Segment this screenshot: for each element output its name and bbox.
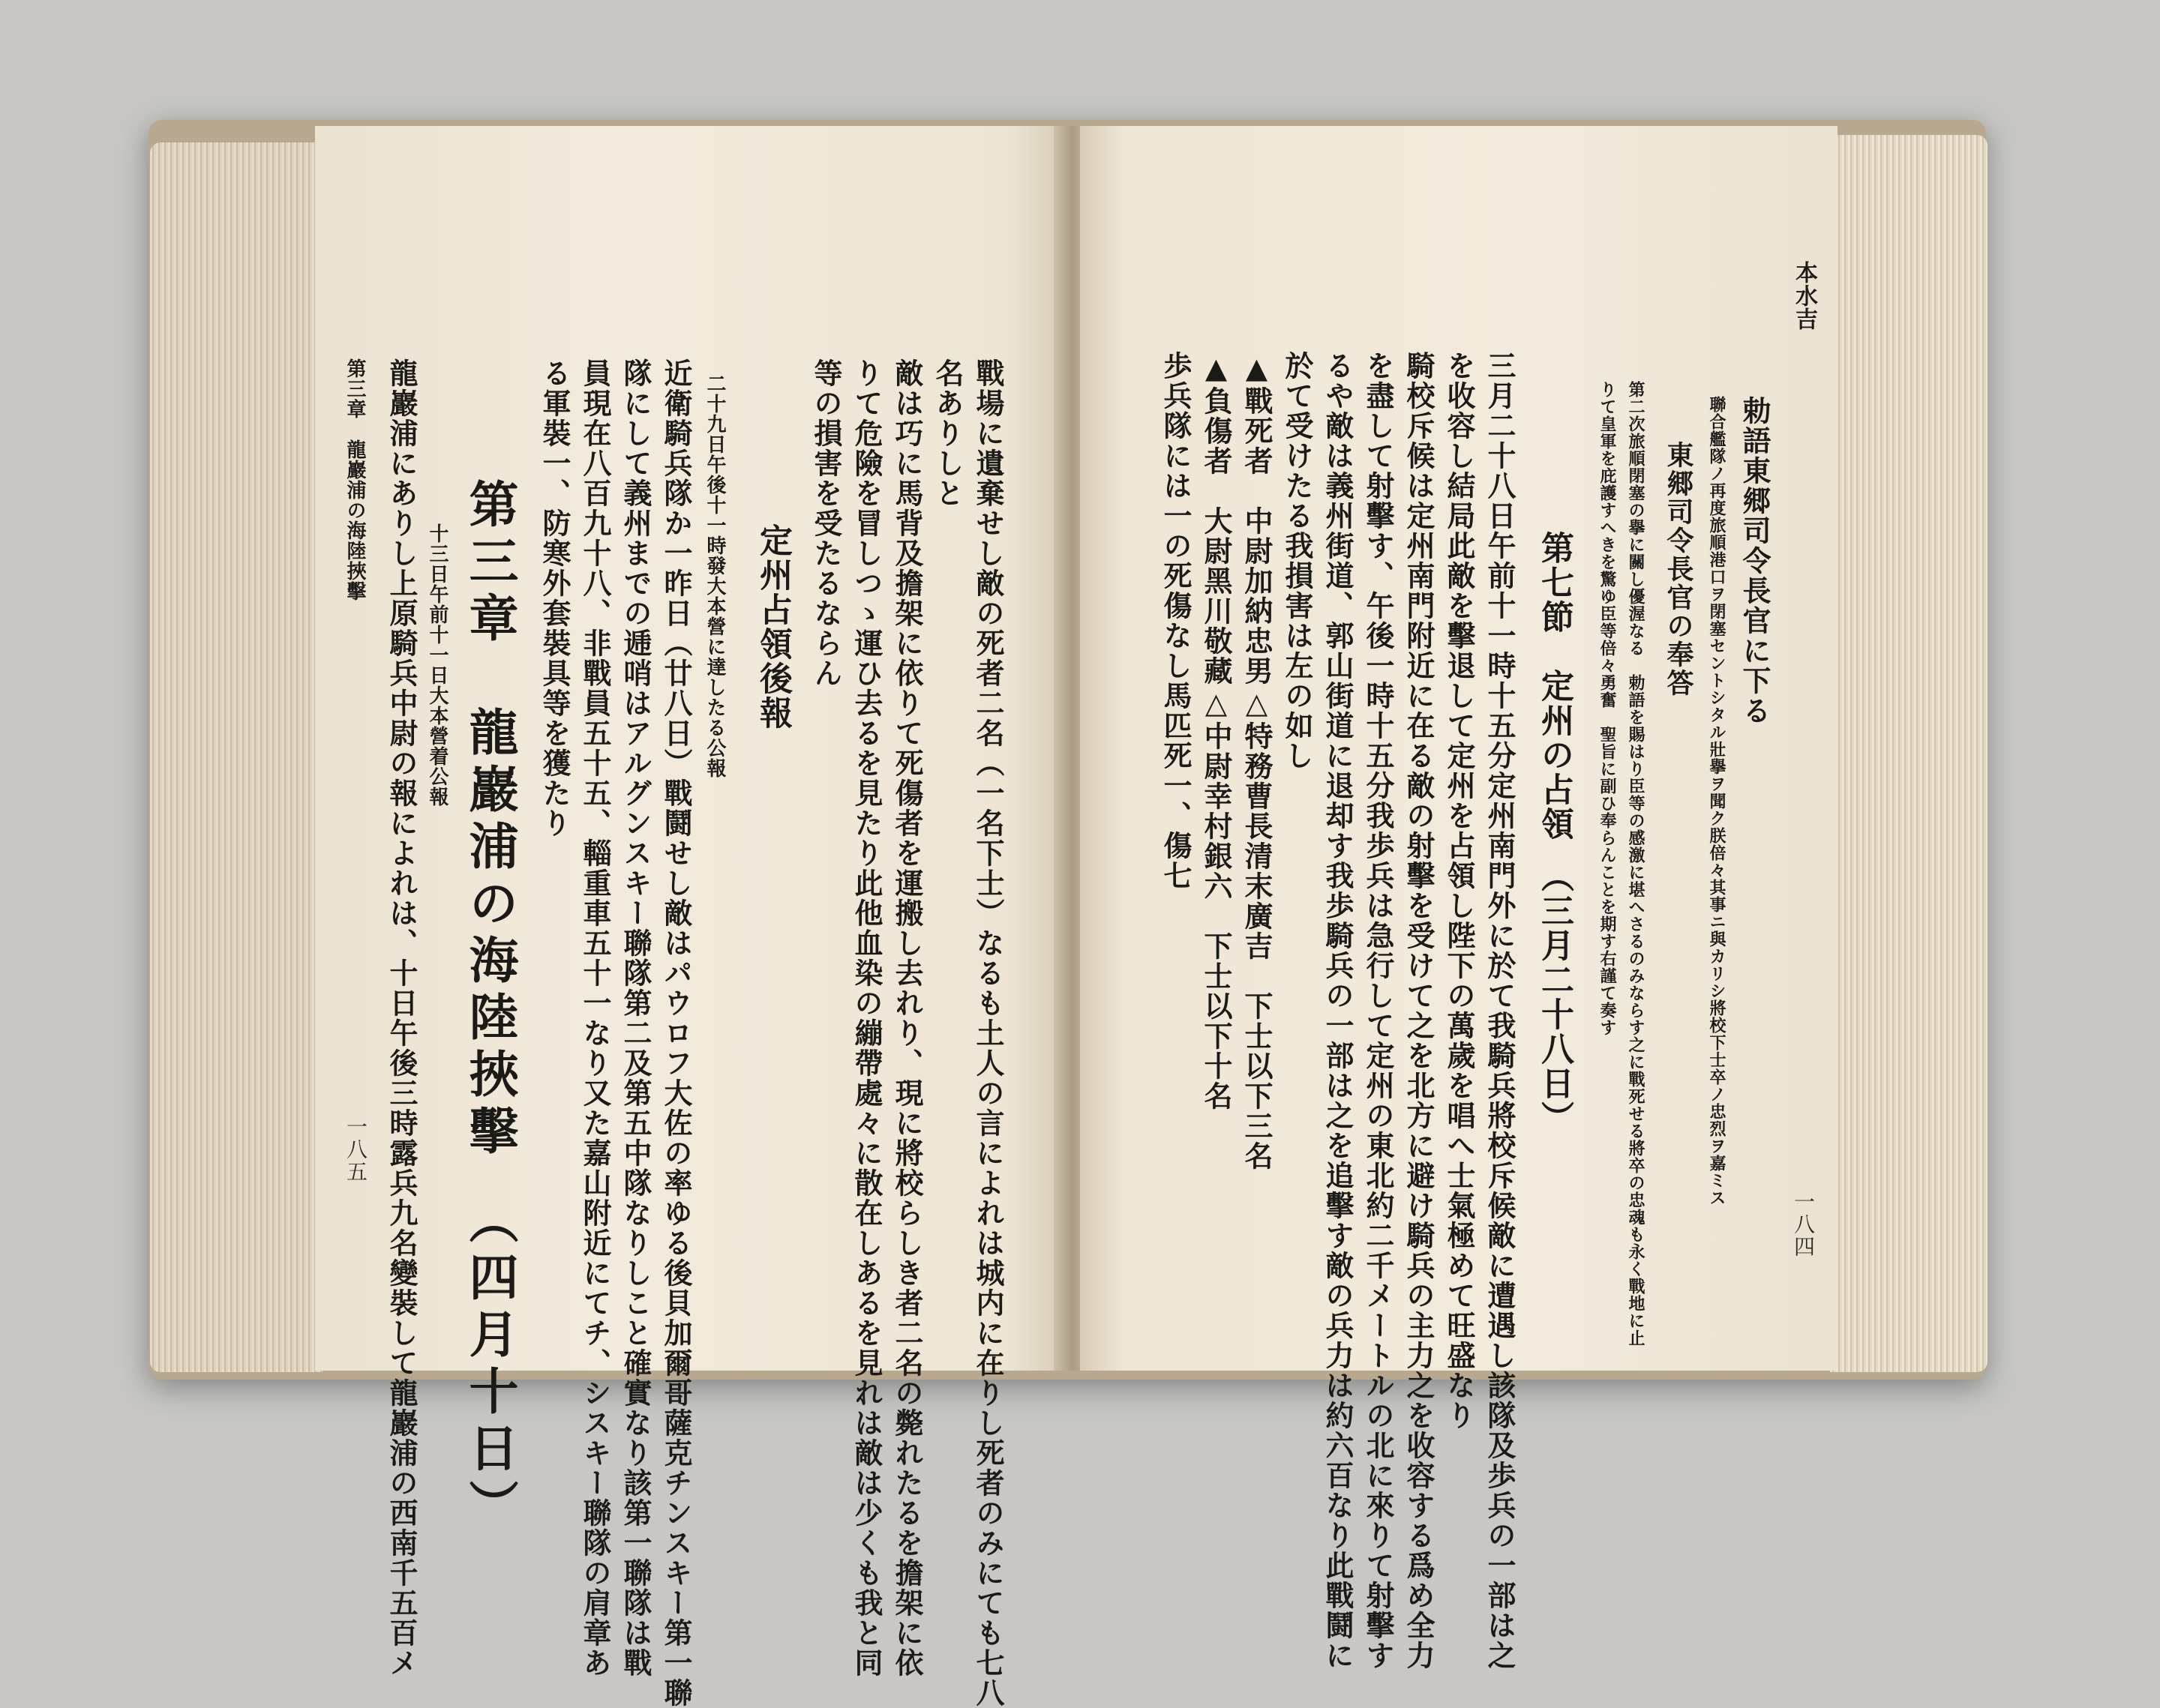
right-page [1080,126,1838,1671]
section-heading: 東郷司令長官の奉答 [1663,441,1694,697]
text-line: 名ありしと [931,358,964,508]
casualty-line: ▲戰死者 中尉加納忠男△特務曹長清末廣吉 下士以下三名 [1240,351,1274,1171]
text-line: 隊にして義州までの逓哨はアルグンスキー聯隊第二及第五中隊なりしこと確實なり該第一聯隊は戰 [619,358,652,1678]
section-title: 第七節 定州の占領 （三月二十八日） [1535,531,1574,1135]
page-edges-left [150,142,322,1372]
casualty-line: ▲負傷者 大尉黑川敬藏△中尉幸村銀六 下士以下十名 [1199,351,1233,1111]
text-line: 戰場に遺棄せし敵の死者二名（一名下士）なるも土人の言によれは城内に在りし死者のみにても七八 [971,358,1005,1708]
dispatch-note: 二十九日午後十一時發大本營に達したる公報 [704,373,726,778]
text-line: 員現在八百九十八、非戰員五十五、輜重車五十一なり又た嘉山附近にてチ、シスキー聯隊の肩章あ [578,358,612,1678]
text-line: を收容し結局此敵を擊退して定州を占領し陛下の萬歲を唱へ士氣極めて旺盛なり [1442,351,1476,1431]
section-heading: 勅語東郷司令長官に下る [1738,396,1772,726]
section-heading: 定州占領後報 [754,523,792,730]
text-line: る軍裝一、防寒外套裝具等を獲たり [538,358,572,838]
text-line: 敵は巧に馬背及擔架に依りて死傷者を運搬し去れり、現に將校らしき者二名の斃れたるを擔架に依 [890,358,924,1678]
text-line: 於て受けたる我損害は左の如し [1280,351,1314,771]
reply-text: りて皇軍を庇護すへきを驚ゆ臣等倍々勇奮 聖旨に副ひ奉らんことを期す右謹て奏す [1598,381,1617,1036]
text-line: を盡して射擊す、午後一時十五分我歩兵は急行して定州の東北約二千メートルの北に來りて射擊す [1361,351,1395,1671]
text-line: 歩兵隊には一の死傷なし馬匹死一、傷七 [1159,351,1192,891]
text-line: 騎校斥候は定州南門附近に在る敵の射擊を受けて之を北方に避け騎兵の主力之を收容する爲め全力 [1402,351,1436,1671]
dispatch-note: 十三日午前十一日大本營着公報 [426,523,448,807]
text-line: るや敵は義州街道、郭山街道に退却す我歩騎兵の一部は之を追擊す敵の兵力は約六百なり此戰鬪に [1321,351,1354,1671]
reply-text: 第二次旅順閉塞の擧に關し優渥なる 勅語を賜はり臣等の感激に堪へさるのみならす之に戰死せる將卒の忠魂も永く戰地に止 [1626,381,1646,1347]
rescript-text: 聯合艦隊ノ再度旅順港口ヲ閉塞セントシタル壯擧ヲ聞ク朕倍々其事ニ與カリシ將校下士卒ノ忠烈ヲ嘉ミス [1707,396,1726,1206]
left-page [315,126,1065,1708]
page-number: 一八四 [1791,1191,1816,1258]
text-line: りて危險を冒しつゝ運ひ去るを見たり此他血染の繃帶處々に散在しあるを見れは敵は少くも我と同 [850,358,884,1678]
page-number: 一八五 [344,1116,368,1183]
text-line: 三月二十八日午前十一時十五分定州南門外に於て我騎兵將校斥候敵に遭遇し該隊及歩兵の一部は之 [1483,351,1516,1671]
page-edges-right [1830,135,1988,1372]
running-head: 本水吉 [1791,261,1817,331]
chapter-title: 第三章 龍巖浦の海陸挾擊 （四月十日） [460,478,519,1536]
text-line: 龍巖浦にありし上原騎兵中尉の報によれは、十日午後三時露兵九名變裝して龍巖浦の西南千五百メ [385,358,418,1678]
text-line: 近衛騎兵隊か一昨日（廿八日）戰鬪せし敵はパウロフ大佐の率ゆる後貝加爾哥薩克チンスキー第一聯 [659,358,693,1708]
text-line: 等の損害を受たるならん [809,358,843,688]
running-foot: 第三章 龍巖浦の海陸挾擊 [344,358,366,601]
